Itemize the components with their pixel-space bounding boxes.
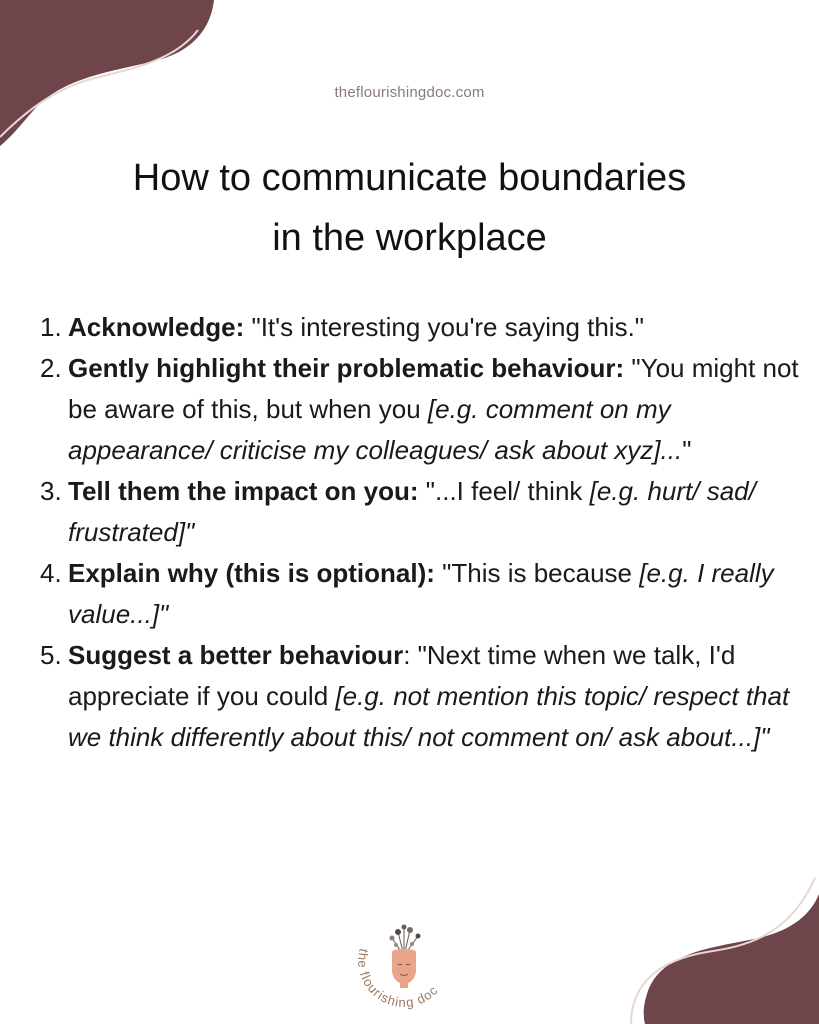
step-number: 5. [40, 640, 62, 670]
decorative-blob-top-left [0, 0, 220, 150]
step-3 [40, 471, 810, 553]
step-number: 4. [40, 558, 62, 588]
logo-text: the flourishing doc [354, 947, 442, 1010]
step-number: 2. [40, 353, 62, 383]
step-text: : "Next time when we talk, I'd appreciate if you could [68, 640, 736, 711]
step-label: Acknowledge: [68, 312, 245, 342]
step-label: Explain why (this is optional): [68, 558, 435, 588]
step-label: Gently highlight their problematic behaviour: [68, 353, 625, 383]
title-line-1: How to communicate boundaries [132, 157, 687, 199]
step-text: "This is because [434, 558, 640, 588]
step-example: [e.g. comment on my appearance/ criticise my colleagues/ ask about xyz]... [68, 394, 683, 465]
step-2 [40, 348, 810, 471]
step-body [68, 348, 810, 471]
title-line-2: in the workplace [272, 217, 547, 259]
step-body [68, 471, 810, 553]
step-text: "It's interesting you're saying this." [244, 312, 645, 342]
step-label: Suggest a better behaviour [68, 640, 404, 670]
step-text: "You might not be aware of this, but when you [68, 353, 799, 424]
decorative-blob-bottom-right [629, 864, 819, 1024]
step-5 [40, 635, 810, 758]
brand-logo [348, 918, 460, 1024]
step-body [68, 307, 810, 348]
step-number: 1. [40, 312, 62, 342]
step-tail: " [682, 435, 692, 465]
step-text: "...I feel/ think [418, 476, 590, 506]
step-body [68, 553, 810, 635]
step-number: 3. [40, 476, 62, 506]
step-example: [e.g. not mention this topic/ respect that we think differently about this/ not comment on/ ask about...]" [68, 681, 790, 752]
step-body [68, 635, 810, 758]
step-1 [40, 307, 810, 348]
step-label: Tell them the impact on you: [68, 476, 419, 506]
step-example: [e.g. hurt/ sad/ frustrated]" [68, 476, 756, 547]
step-4 [40, 553, 810, 635]
site-url[interactable]: theflourishingdoc.com [334, 84, 485, 101]
steps-list [40, 307, 810, 758]
step-example: [e.g. I really value...]" [68, 558, 774, 629]
page-title [0, 148, 819, 268]
head-with-flowers-icon [390, 925, 421, 989]
